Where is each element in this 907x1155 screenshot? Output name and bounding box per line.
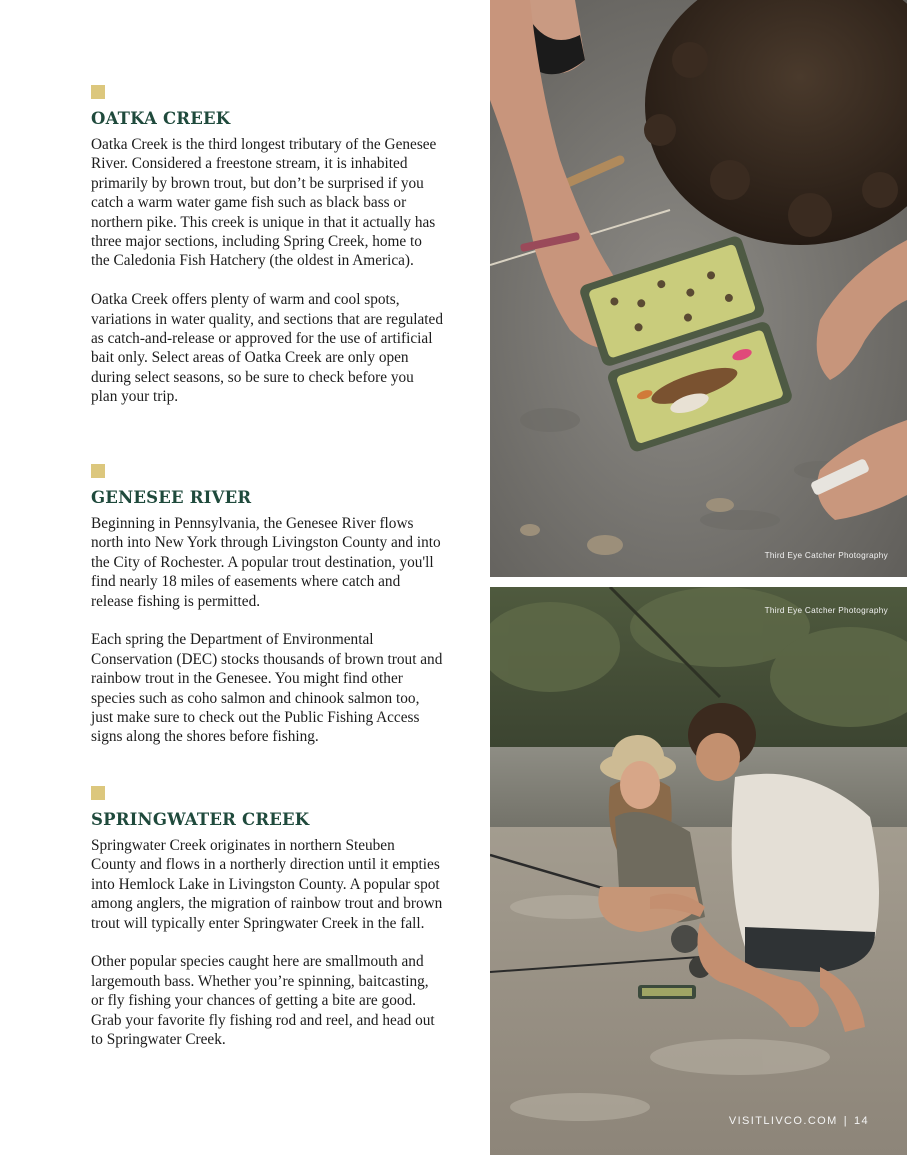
- section-paragraph: Each spring the Department of Environmental Conservation (DEC) stocks thousands of brown trout and rainbow trout in the Genesee. You might find other species such as coho salmon and chinook salmon too, just make sure to check out the Public Fishing Access signs along the shores before fishing.: [91, 631, 443, 746]
- section-heading: GENESEE RIVER: [91, 488, 252, 507]
- section-heading: SPRINGWATER CREEK: [91, 810, 310, 829]
- section-paragraph: Oatka Creek offers plenty of warm and cool spots, variations in water quality, and sections that are regulated as catch-and-release or approved for the use of artificial bait only. Select areas of Oatka Creek are only open during select seasons, so be sure to check before you plan your trip.: [91, 291, 443, 406]
- section-paragraph: Springwater Creek originates in northern Steuben County and flows in a northerly direction until it empties into Hemlock Lake in Livingston County. A popular spot among anglers, the migration of rainbow trout and brown trout will typically enter Springwater Creek in the fall.: [91, 837, 443, 932]
- anglers-illustration: [490, 587, 907, 1155]
- section-genesee-river: [91, 464, 443, 747]
- section-paragraph: Other popular species caught here are smallmouth and largemouth bass. Whether you’re spinning, baitcasting, or fly fishing your chances of getting a bite are good. Grab your favorite fly fishing rod and reel, and head out to Springwater Creek.: [91, 953, 435, 1049]
- section-marker: [91, 786, 105, 800]
- site-url[interactable]: VISITLIVCO.COM: [728, 1115, 838, 1127]
- section-springwater-creek: [91, 786, 443, 1049]
- page-number: 14: [853, 1115, 869, 1127]
- section-heading: OATKA CREEK: [91, 109, 231, 128]
- footer-separator: |: [843, 1115, 848, 1127]
- fly-box-photo: [490, 0, 907, 577]
- photo-credit: Third Eye Catcher Photography: [764, 551, 888, 560]
- section-paragraph: Beginning in Pennsylvania, the Genesee River flows north into New York through Livingston County and into the City of Rochester. A popular trout destination, you'll find nearly 18 miles of easements where catch and release fishing is permitted.: [91, 515, 441, 610]
- section-marker: [91, 85, 105, 99]
- anglers-photo: [490, 587, 907, 1155]
- photo-credit: Third Eye Catcher Photography: [764, 606, 888, 615]
- fly-box-illustration: [490, 0, 907, 577]
- section-marker: [91, 464, 105, 478]
- section-paragraph: Oatka Creek is the third longest tributary of the Genesee River. Considered a freestone stream, it is inhabited primarily by brown trout, but don’t be surprised if you catch a warm water game fish such as black bass or northern pike. This creek is unique in that it actually has three major sections, including Spring Creek, home to the Caledonia Fish Hatchery (the oldest in America).: [91, 136, 437, 270]
- page-footer: [729, 1115, 869, 1127]
- section-oatka-creek: [91, 85, 443, 407]
